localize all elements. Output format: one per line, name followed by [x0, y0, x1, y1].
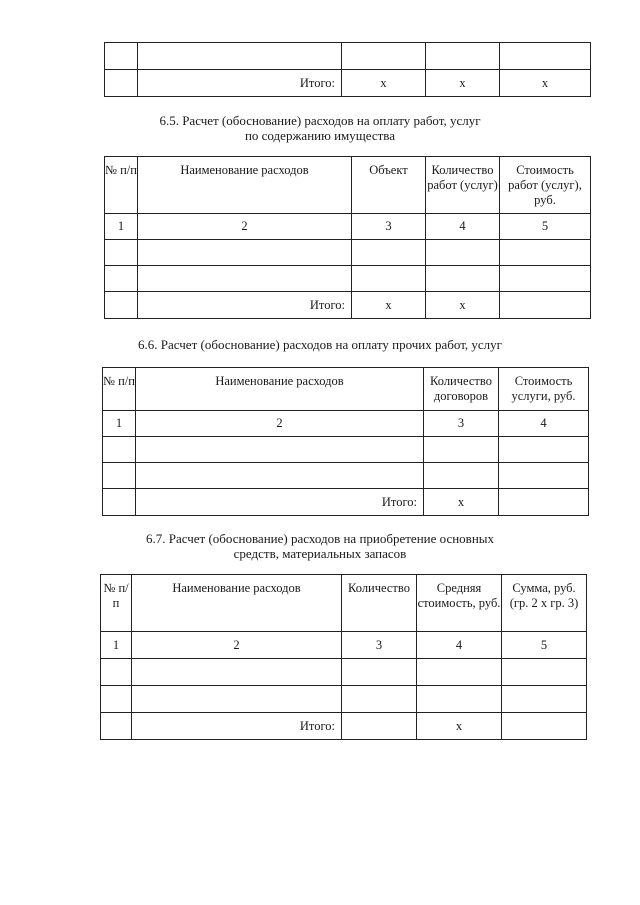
cell	[342, 686, 417, 713]
cell	[103, 489, 136, 516]
cell	[101, 713, 132, 740]
total-row	[105, 292, 591, 319]
cell	[342, 713, 417, 740]
cell	[352, 266, 426, 292]
table-row	[101, 659, 587, 686]
cell	[500, 266, 591, 292]
total-label: Итого:	[138, 70, 342, 97]
col-number: 3	[342, 632, 417, 659]
table-6-7	[100, 574, 587, 740]
section-title-line: 6.6. Расчет (обоснование) расходов на оплату прочих работ, услуг	[138, 337, 502, 352]
cell	[105, 292, 138, 319]
cell	[417, 686, 502, 713]
cell	[502, 659, 587, 686]
total-x: х	[500, 70, 591, 97]
total-row	[103, 489, 589, 516]
col-number: 1	[103, 411, 136, 437]
cell	[105, 43, 138, 70]
cell	[500, 240, 591, 266]
cell	[105, 240, 138, 266]
cell	[132, 659, 342, 686]
section-title-line: 6.7. Расчет (обоснование) расходов на приобретение основных	[145, 531, 495, 546]
col-number: 2	[138, 214, 352, 240]
cell	[502, 686, 587, 713]
col-header-object: Объект	[352, 157, 426, 214]
col-header-contracts: Количество договоров	[424, 368, 499, 411]
col-header-name: Наименование расходов	[136, 368, 424, 411]
total-x: х	[417, 713, 502, 740]
cell	[424, 437, 499, 463]
cell	[500, 43, 591, 70]
total-x: х	[426, 292, 500, 319]
total-x: х	[352, 292, 426, 319]
cell	[426, 43, 500, 70]
section-title-line: по содержанию имущества	[244, 128, 396, 143]
col-header-num: № п/п	[105, 157, 138, 214]
section-title-line: 6.5. Расчет (обоснование) расходов на оплату работ, услуг	[159, 113, 481, 128]
cell	[424, 463, 499, 489]
col-header-num: № п/п	[103, 368, 136, 411]
col-header-sum: Сумма, руб. (гр. 2 х гр. 3)	[502, 575, 587, 632]
total-x: х	[426, 70, 500, 97]
total-row	[105, 70, 591, 97]
table-row	[101, 686, 587, 713]
cell	[105, 266, 138, 292]
table-6-5	[104, 156, 591, 319]
cell	[136, 437, 424, 463]
cell	[499, 463, 589, 489]
cell	[103, 437, 136, 463]
cell	[499, 437, 589, 463]
total-label: Итого:	[132, 713, 342, 740]
total-label: Итого:	[136, 489, 424, 516]
col-number: 4	[426, 214, 500, 240]
col-header-name: Наименование расходов	[132, 575, 342, 632]
top-table	[104, 42, 591, 97]
col-number: 4	[417, 632, 502, 659]
cell	[342, 43, 426, 70]
col-header-quantity: Количество работ (услуг)	[426, 157, 500, 214]
section-title-6-6	[0, 337, 640, 352]
cell	[138, 43, 342, 70]
cell	[138, 240, 352, 266]
col-number: 5	[500, 214, 591, 240]
total-x: х	[342, 70, 426, 97]
col-number: 3	[424, 411, 499, 437]
cell	[103, 463, 136, 489]
column-number-row	[101, 632, 587, 659]
cell	[352, 240, 426, 266]
section-title-6-5	[0, 113, 640, 143]
table-6-6	[102, 367, 589, 516]
header-row	[103, 368, 589, 411]
cell	[502, 713, 587, 740]
cell	[499, 489, 589, 516]
col-number: 1	[101, 632, 132, 659]
cell	[138, 266, 352, 292]
header-row	[105, 157, 591, 214]
cell	[105, 70, 138, 97]
column-number-row	[103, 411, 589, 437]
section-title-6-7	[0, 531, 640, 561]
table-row	[103, 463, 589, 489]
cell	[132, 686, 342, 713]
col-number: 5	[502, 632, 587, 659]
cell	[417, 659, 502, 686]
total-x: х	[424, 489, 499, 516]
col-header-avg-cost: Средняя стоимость, руб.	[417, 575, 502, 632]
col-header-name: Наименование расходов	[138, 157, 352, 214]
table-row	[105, 266, 591, 292]
table-row	[105, 43, 591, 70]
col-header-cost: Стоимость услуги, руб.	[499, 368, 589, 411]
column-number-row	[105, 214, 591, 240]
cell	[101, 659, 132, 686]
header-row	[101, 575, 587, 632]
total-row	[101, 713, 587, 740]
col-number: 2	[132, 632, 342, 659]
col-number: 4	[499, 411, 589, 437]
cell	[136, 463, 424, 489]
cell	[342, 659, 417, 686]
cell	[426, 240, 500, 266]
table-row	[103, 437, 589, 463]
section-title-line: средств, материальных запасов	[233, 546, 407, 561]
total-label: Итого:	[138, 292, 352, 319]
col-number: 3	[352, 214, 426, 240]
col-header-cost: Стоимость работ (услуг), руб.	[500, 157, 591, 214]
cell	[426, 266, 500, 292]
cell	[101, 686, 132, 713]
col-number: 2	[136, 411, 424, 437]
col-header-num: № п/п	[101, 575, 132, 632]
col-header-quantity: Количество	[342, 575, 417, 632]
col-number: 1	[105, 214, 138, 240]
cell	[500, 292, 591, 319]
table-row	[105, 240, 591, 266]
